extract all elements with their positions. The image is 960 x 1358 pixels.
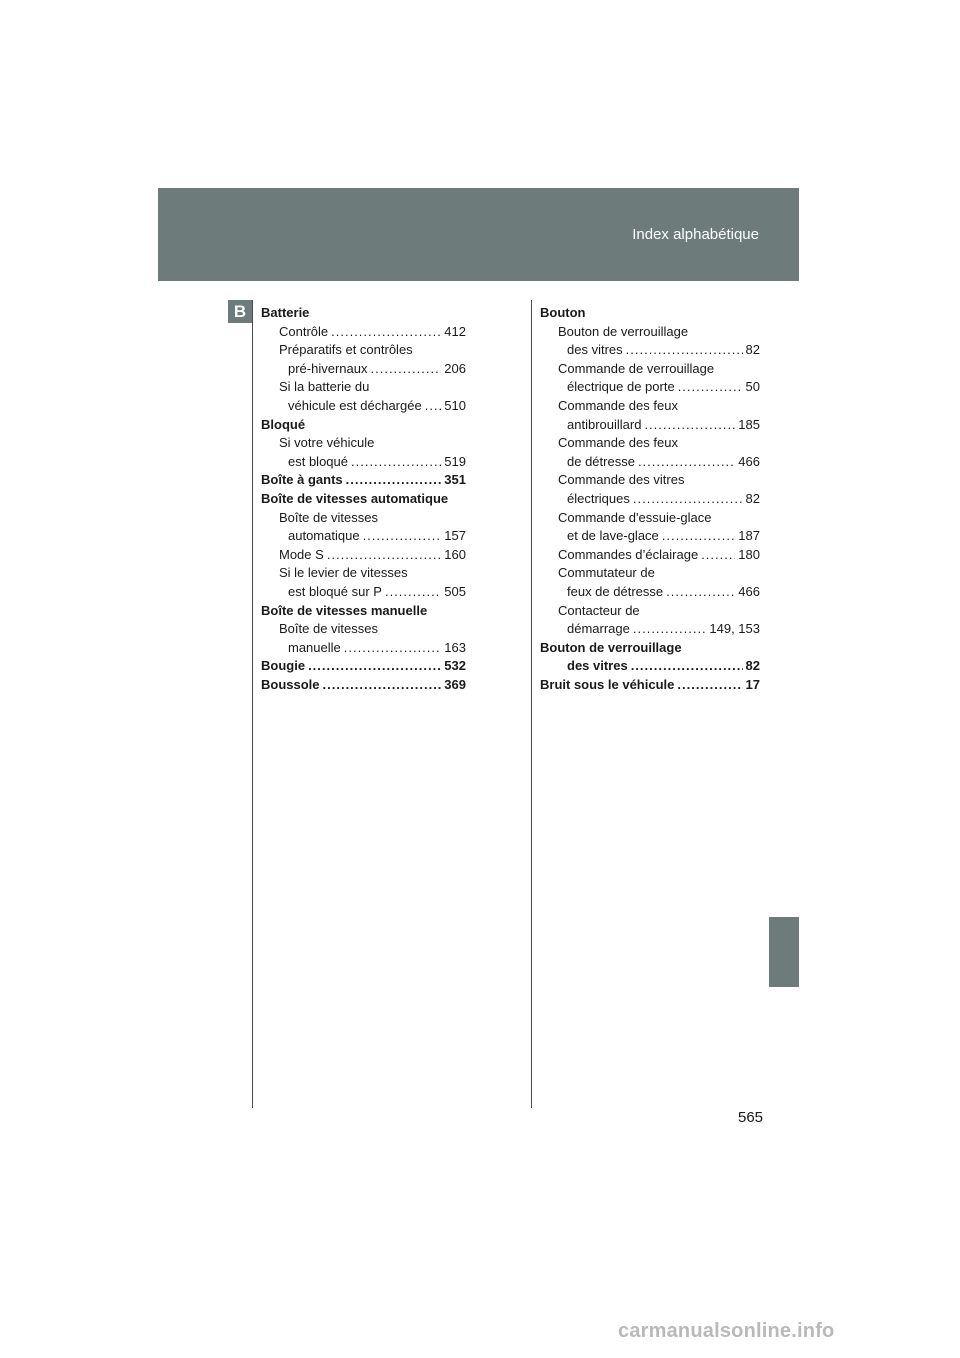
- index-entry: [261, 527, 466, 546]
- index-entry-page: 187: [738, 528, 760, 544]
- index-entry-text: de détresse: [567, 453, 635, 469]
- index-entry: [540, 490, 760, 509]
- index-entry-page: 82: [745, 342, 760, 358]
- index-entry-text: Boussole: [261, 676, 320, 692]
- index-entry-page: 160: [444, 546, 466, 562]
- index-entry: [540, 509, 760, 528]
- index-entry-page: 466: [738, 583, 760, 599]
- dot-leader: [662, 527, 736, 546]
- index-entry-page: 82: [745, 658, 760, 674]
- index-entry: [540, 620, 760, 639]
- index-entry-text: Bouton: [540, 305, 586, 320]
- dot-leader: [323, 676, 442, 695]
- index-entry-text: Commande de verrouillage: [558, 360, 715, 376]
- column-divider-left: [252, 300, 253, 1108]
- index-entry-text: Boîte de vitesses: [279, 621, 378, 637]
- index-entry-page: 351: [444, 472, 466, 488]
- dot-leader: [425, 397, 442, 416]
- index-entry-page: 180: [738, 546, 760, 562]
- index-entry: [261, 378, 466, 397]
- dot-leader: [677, 676, 742, 695]
- index-entry: [540, 453, 760, 472]
- index-column-right: [540, 304, 760, 694]
- index-entry: [261, 453, 466, 472]
- dot-leader: [308, 657, 441, 676]
- index-entry: [261, 620, 466, 639]
- index-entry-page: 532: [444, 658, 466, 674]
- index-entry: [261, 546, 466, 565]
- index-entry-page: 82: [745, 490, 760, 506]
- index-entry-text: et de lave-glace: [567, 528, 659, 544]
- index-entry-text: Boîte de vitesses automatique: [261, 490, 449, 506]
- index-entry-text: Bouton de verrouillage: [558, 323, 689, 339]
- dot-leader: [344, 639, 442, 658]
- index-entry-text: est bloqué sur P: [288, 583, 382, 599]
- dot-leader: [626, 341, 743, 360]
- dot-leader: [633, 620, 707, 639]
- index-entry: [540, 360, 760, 379]
- dot-leader: [327, 546, 441, 565]
- index-entry: [540, 416, 760, 435]
- index-entry-page: 466: [738, 453, 760, 469]
- dot-leader: [678, 378, 743, 397]
- index-entry: [540, 527, 760, 546]
- index-entry: [261, 657, 466, 676]
- index-entry-page: 519: [444, 453, 466, 469]
- index-entry: [540, 397, 760, 416]
- index-entry-text: Commutateur de: [558, 565, 655, 581]
- index-entry: [261, 583, 466, 602]
- index-entry: [261, 360, 466, 379]
- dot-leader: [631, 657, 743, 676]
- index-entry-text: Bouton de verrouillage: [540, 639, 682, 655]
- section-letter-badge: B: [228, 300, 252, 323]
- index-entry-text: Préparatifs et contrôles: [279, 342, 413, 358]
- index-entry: [261, 304, 466, 323]
- index-entry-page: 412: [444, 323, 466, 339]
- index-entry-page: 185: [738, 416, 760, 432]
- dot-leader: [638, 453, 735, 472]
- index-entry-text: Commande des vitres: [558, 472, 685, 488]
- index-entry-text: Commande des feux: [558, 435, 678, 451]
- index-entry-page: 505: [444, 583, 466, 599]
- chapter-tab: [769, 917, 799, 987]
- index-entry-text: Boîte de vitesses manuelle: [261, 602, 428, 618]
- index-entry-text: pré-hivernaux: [288, 360, 368, 376]
- index-entry-text: Si votre véhicule: [279, 435, 375, 451]
- index-entry: [261, 639, 466, 658]
- index-entry: [261, 602, 466, 621]
- index-entry: [261, 341, 466, 360]
- index-entry-text: Commande d'essuie-glace: [558, 509, 712, 525]
- index-entry: [540, 639, 760, 658]
- column-divider-middle: [531, 300, 532, 1108]
- index-entry-page: 163: [444, 639, 466, 655]
- index-entry: [540, 602, 760, 621]
- index-entry-text: Commandes d’éclairage: [558, 546, 699, 562]
- index-entry: [261, 323, 466, 342]
- index-entry: [540, 564, 760, 583]
- index-entry: [540, 304, 760, 323]
- index-entry-text: Boîte de vitesses: [279, 509, 378, 525]
- index-entry-text: automatique: [288, 528, 360, 544]
- index-entry: [540, 434, 760, 453]
- index-entry: [261, 509, 466, 528]
- dot-leader: [351, 453, 441, 472]
- index-entry-text: Bruit sous le véhicule: [540, 676, 675, 692]
- watermark: carmanualsonline.info: [618, 1320, 835, 1342]
- dot-leader: [633, 490, 743, 509]
- index-entry-text: Batterie: [261, 305, 310, 320]
- index-entry-page: 50: [745, 379, 760, 395]
- index-entry-text: véhicule est déchargée: [288, 397, 422, 413]
- index-entry: [540, 341, 760, 360]
- dot-leader: [385, 583, 441, 602]
- index-entry-text: électriques: [567, 490, 630, 506]
- index-entry-text: antibrouillard: [567, 416, 642, 432]
- index-entry: [540, 471, 760, 490]
- index-column-left: [261, 304, 466, 694]
- page-number: 565: [738, 1109, 764, 1126]
- dot-leader: [346, 471, 442, 490]
- dot-leader: [666, 583, 735, 602]
- index-entry: [540, 546, 760, 565]
- dot-leader: [363, 527, 442, 546]
- index-entry-page: 206: [444, 360, 466, 376]
- index-entry: [261, 490, 466, 509]
- index-entry-page: 369: [444, 676, 466, 692]
- index-entry-text: des vitres: [567, 658, 628, 674]
- dot-leader: [701, 546, 735, 565]
- index-entry: [540, 378, 760, 397]
- page-header: [158, 188, 799, 281]
- header-title: Index alphabétique: [632, 226, 759, 243]
- index-entry-page: 17: [745, 676, 760, 692]
- index-entry-page: 157: [444, 528, 466, 544]
- index-entry-text: feux de détresse: [567, 583, 664, 599]
- index-entry-text: Bloqué: [261, 416, 306, 432]
- index-entry-text: Si la batterie du: [279, 379, 370, 395]
- dot-leader: [371, 360, 442, 379]
- index-entry-text: est bloqué: [288, 453, 348, 469]
- index-entry-text: Contrôle: [279, 323, 329, 339]
- index-entry-text: Contacteur de: [558, 602, 640, 618]
- index-entry-text: manuelle: [288, 639, 341, 655]
- index-entry-text: démarrage: [567, 621, 630, 637]
- index-entry-text: Si le levier de vitesses: [279, 565, 408, 581]
- index-entry-text: Commande des feux: [558, 397, 678, 413]
- index-entry: [261, 416, 466, 435]
- index-entry: [261, 676, 466, 695]
- index-entry: [540, 676, 760, 695]
- dot-leader: [331, 323, 441, 342]
- index-entry: [261, 564, 466, 583]
- index-entry: [261, 434, 466, 453]
- index-entry: [261, 397, 466, 416]
- index-entry-page: 149, 153: [709, 621, 760, 637]
- index-entry: [540, 583, 760, 602]
- index-entry-text: électrique de porte: [567, 379, 675, 395]
- index-entry-page: 510: [444, 397, 466, 413]
- dot-leader: [644, 416, 735, 435]
- index-entry-text: Boîte à gants: [261, 472, 343, 488]
- index-entry: [261, 471, 466, 490]
- index-entry-text: Bougie: [261, 658, 306, 674]
- index-entry: [540, 323, 760, 342]
- index-entry-text: des vitres: [567, 342, 623, 358]
- index-entry-text: Mode S: [279, 546, 324, 562]
- index-entry: [540, 657, 760, 676]
